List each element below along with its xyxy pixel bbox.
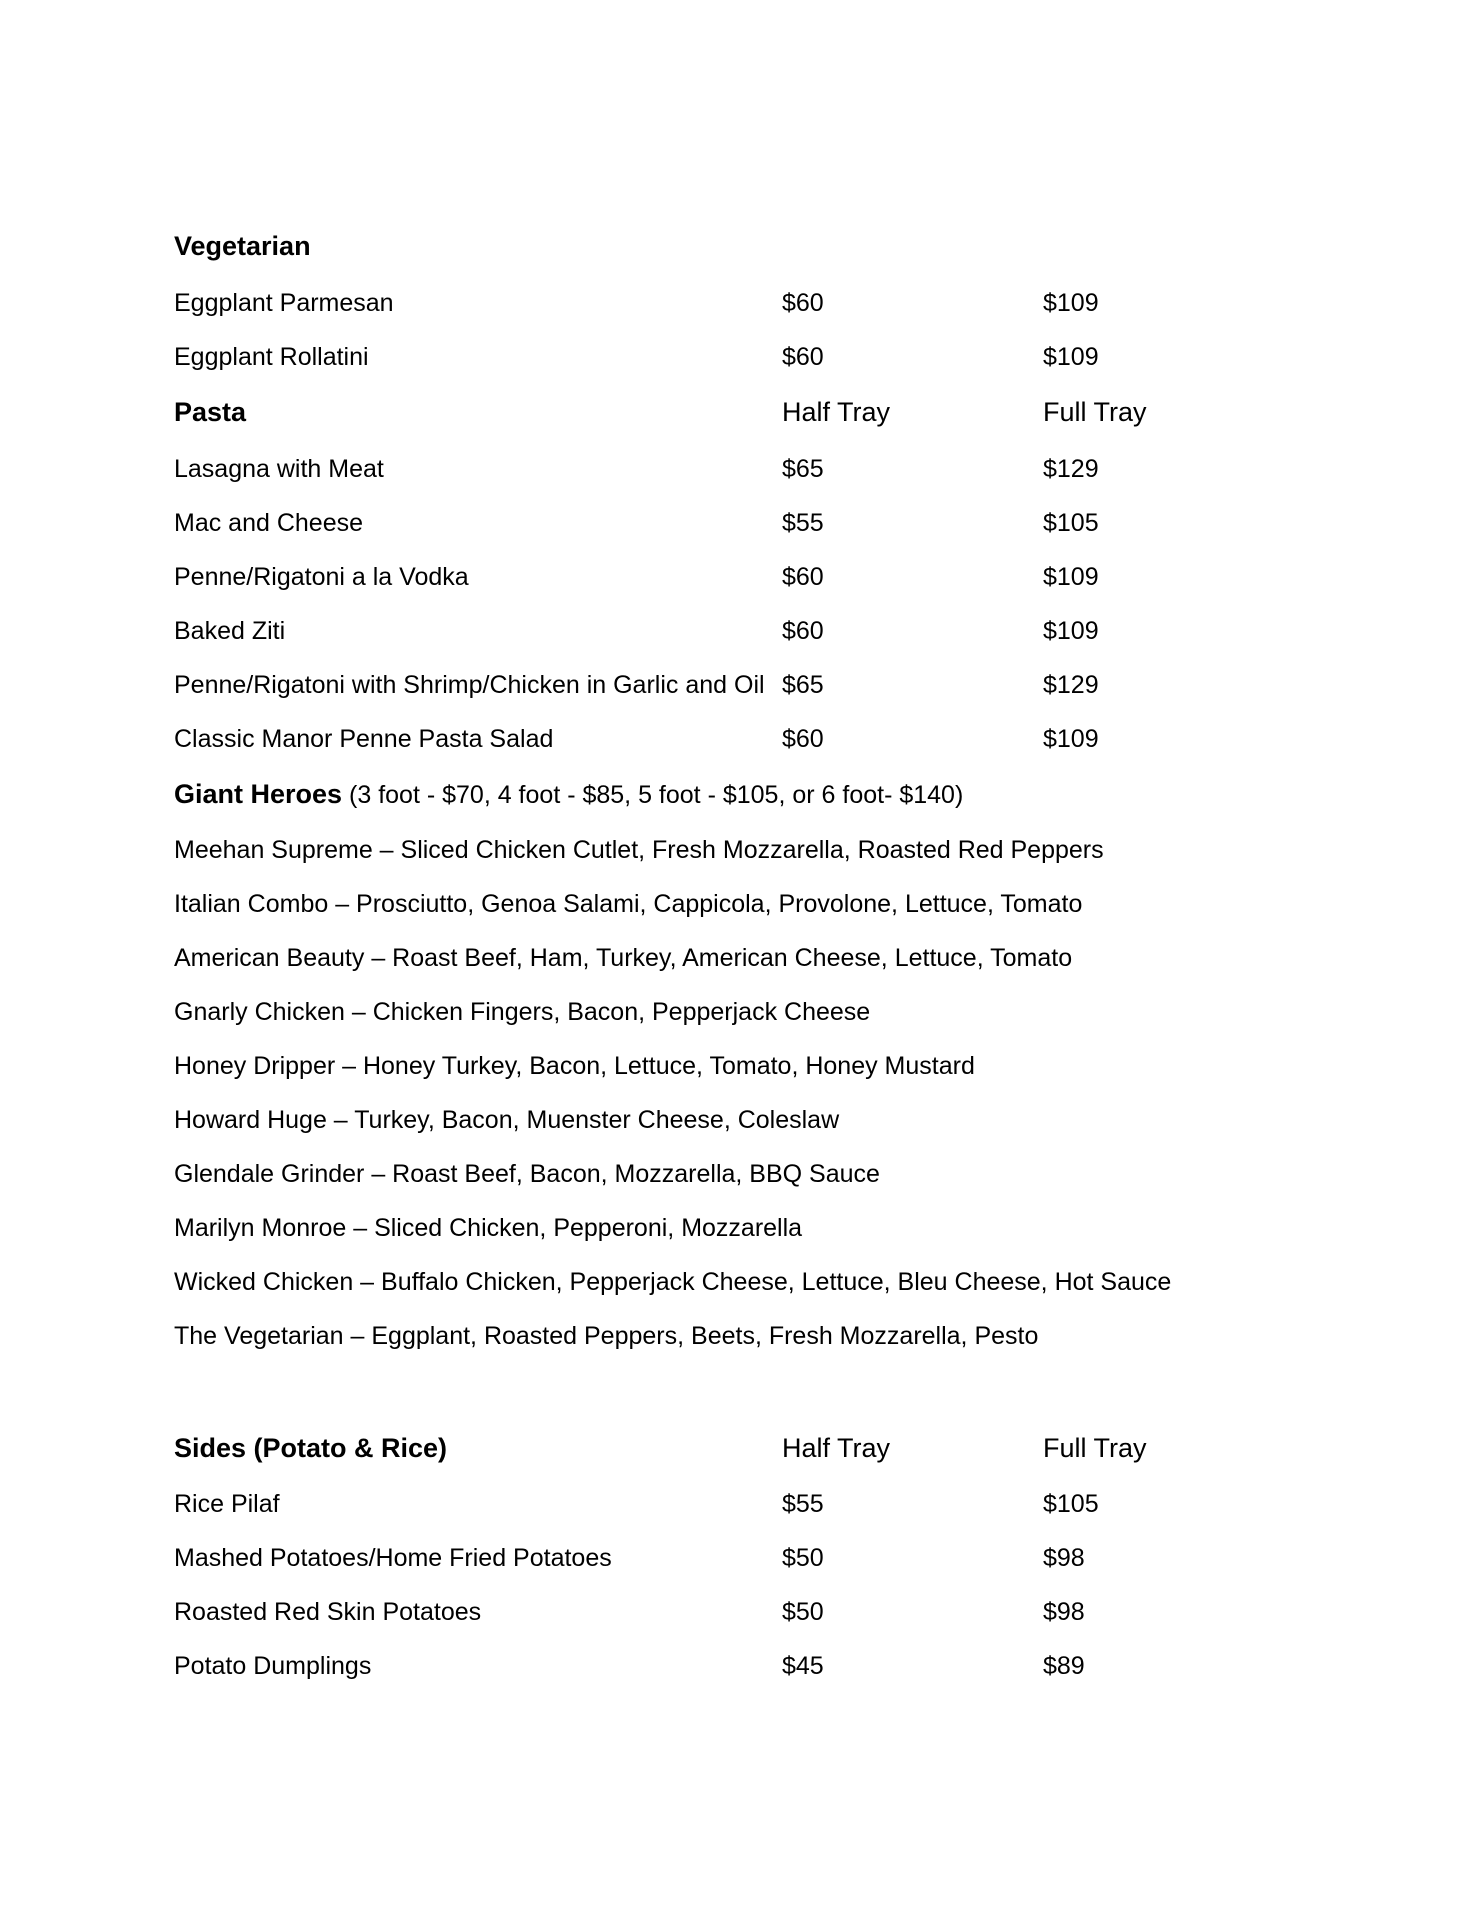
hero-item [174,1316,1354,1356]
hero-description: American Beauty – Roast Beef, Ham, Turkey, American Cheese, Lettuce, Tomato [174,944,1073,972]
hero-description: Wicked Chicken – Buffalo Chicken, Pepperjack Cheese, Lettuce, Bleu Cheese, Hot Sauce [174,1268,1172,1296]
full-tray-price: $109 [1043,563,1099,591]
hero-item [174,1208,1354,1248]
item-name: Eggplant Parmesan [174,289,394,317]
hero-description: Glendale Grinder – Roast Beef, Bacon, Mozzarella, BBQ Sauce [174,1160,880,1188]
half-tray-price: $55 [782,1490,824,1518]
hero-item [174,830,1354,870]
hero-item [174,1154,1354,1194]
item-name: Lasagna with Meat [174,455,384,483]
item-name: Mashed Potatoes/Home Fried Potatoes [174,1544,612,1572]
item-name: Penne/Rigatoni with Shrimp/Chicken in Garlic and Oil [174,671,765,699]
menu-item-row [174,557,1354,597]
item-name: Classic Manor Penne Pasta Salad [174,725,554,753]
menu-item-row [174,1646,1354,1686]
hero-description: Meehan Supreme – Sliced Chicken Cutlet, Fresh Mozzarella, Roasted Red Peppers [174,836,1104,864]
half-tray-price: $60 [782,289,824,317]
hero-description: Gnarly Chicken – Chicken Fingers, Bacon, Pepperjack Cheese [174,998,871,1026]
menu-item-row [174,283,1354,323]
half-tray-price: $45 [782,1652,824,1680]
item-name: Roasted Red Skin Potatoes [174,1598,482,1626]
half-tray-price: $65 [782,455,824,483]
menu-item-row [174,503,1354,543]
item-name: Eggplant Rollatini [174,343,369,371]
hero-description: Honey Dripper – Honey Turkey, Bacon, Lettuce, Tomato, Honey Mustard [174,1052,975,1080]
full-tray-label: Full Tray [1043,397,1147,427]
heroes-section-header [174,774,1354,814]
hero-item [174,884,1354,924]
section-title: Pasta [174,397,247,427]
half-tray-label: Half Tray [782,397,891,427]
full-tray-price: $109 [1043,343,1099,371]
hero-item [174,1262,1354,1302]
section-title: Sides (Potato & Rice) [174,1433,448,1463]
section-title: Giant Heroes [174,779,343,809]
hero-description: The Vegetarian – Eggplant, Roasted Peppers, Beets, Fresh Mozzarella, Pesto [174,1322,1039,1350]
section-title: Vegetarian [174,231,311,261]
pasta-section-header [174,392,1354,432]
full-tray-price: $129 [1043,671,1099,699]
menu-item-row [174,449,1354,489]
half-tray-price: $60 [782,725,824,753]
menu-item-row [174,611,1354,651]
half-tray-price: $65 [782,671,824,699]
full-tray-price: $129 [1043,455,1099,483]
full-tray-price: $105 [1043,509,1099,537]
half-tray-price: $60 [782,563,824,591]
full-tray-label: Full Tray [1043,1433,1147,1463]
vegetarian-section-header [174,226,1354,266]
full-tray-price: $89 [1043,1652,1085,1680]
item-name: Penne/Rigatoni a la Vodka [174,563,469,591]
half-tray-price: $60 [782,343,824,371]
half-tray-price: $60 [782,617,824,645]
hero-item [174,938,1354,978]
menu-item-row [174,719,1354,759]
half-tray-price: $50 [782,1544,824,1572]
menu-item-row [174,1538,1354,1578]
full-tray-price: $109 [1043,725,1099,753]
half-tray-label: Half Tray [782,1433,891,1463]
hero-description: Howard Huge – Turkey, Bacon, Muenster Cheese, Coleslaw [174,1106,840,1134]
hero-description: Marilyn Monroe – Sliced Chicken, Pepperoni, Mozzarella [174,1214,803,1242]
half-tray-price: $55 [782,509,824,537]
full-tray-price: $105 [1043,1490,1099,1518]
menu-item-row [174,337,1354,377]
full-tray-price: $98 [1043,1544,1085,1572]
menu-item-row [174,665,1354,705]
item-name: Baked Ziti [174,617,286,645]
hero-item [174,1100,1354,1140]
full-tray-price: $109 [1043,289,1099,317]
item-name: Potato Dumplings [174,1652,372,1680]
sides-section-header [174,1428,1354,1468]
item-name: Mac and Cheese [174,509,364,537]
item-name: Rice Pilaf [174,1490,280,1518]
menu-item-row [174,1484,1354,1524]
menu-item-row [174,1592,1354,1632]
full-tray-price: $109 [1043,617,1099,645]
heroes-pricing: (3 foot - $70, 4 foot - $85, 5 foot - $105, or 6 foot- $140) [349,781,964,809]
full-tray-price: $98 [1043,1598,1085,1626]
hero-item [174,1046,1354,1086]
hero-item [174,992,1354,1032]
half-tray-price: $50 [782,1598,824,1626]
hero-description: Italian Combo – Prosciutto, Genoa Salami, Cappicola, Provolone, Lettuce, Tomato [174,890,1083,918]
heroes-heading [174,774,963,815]
